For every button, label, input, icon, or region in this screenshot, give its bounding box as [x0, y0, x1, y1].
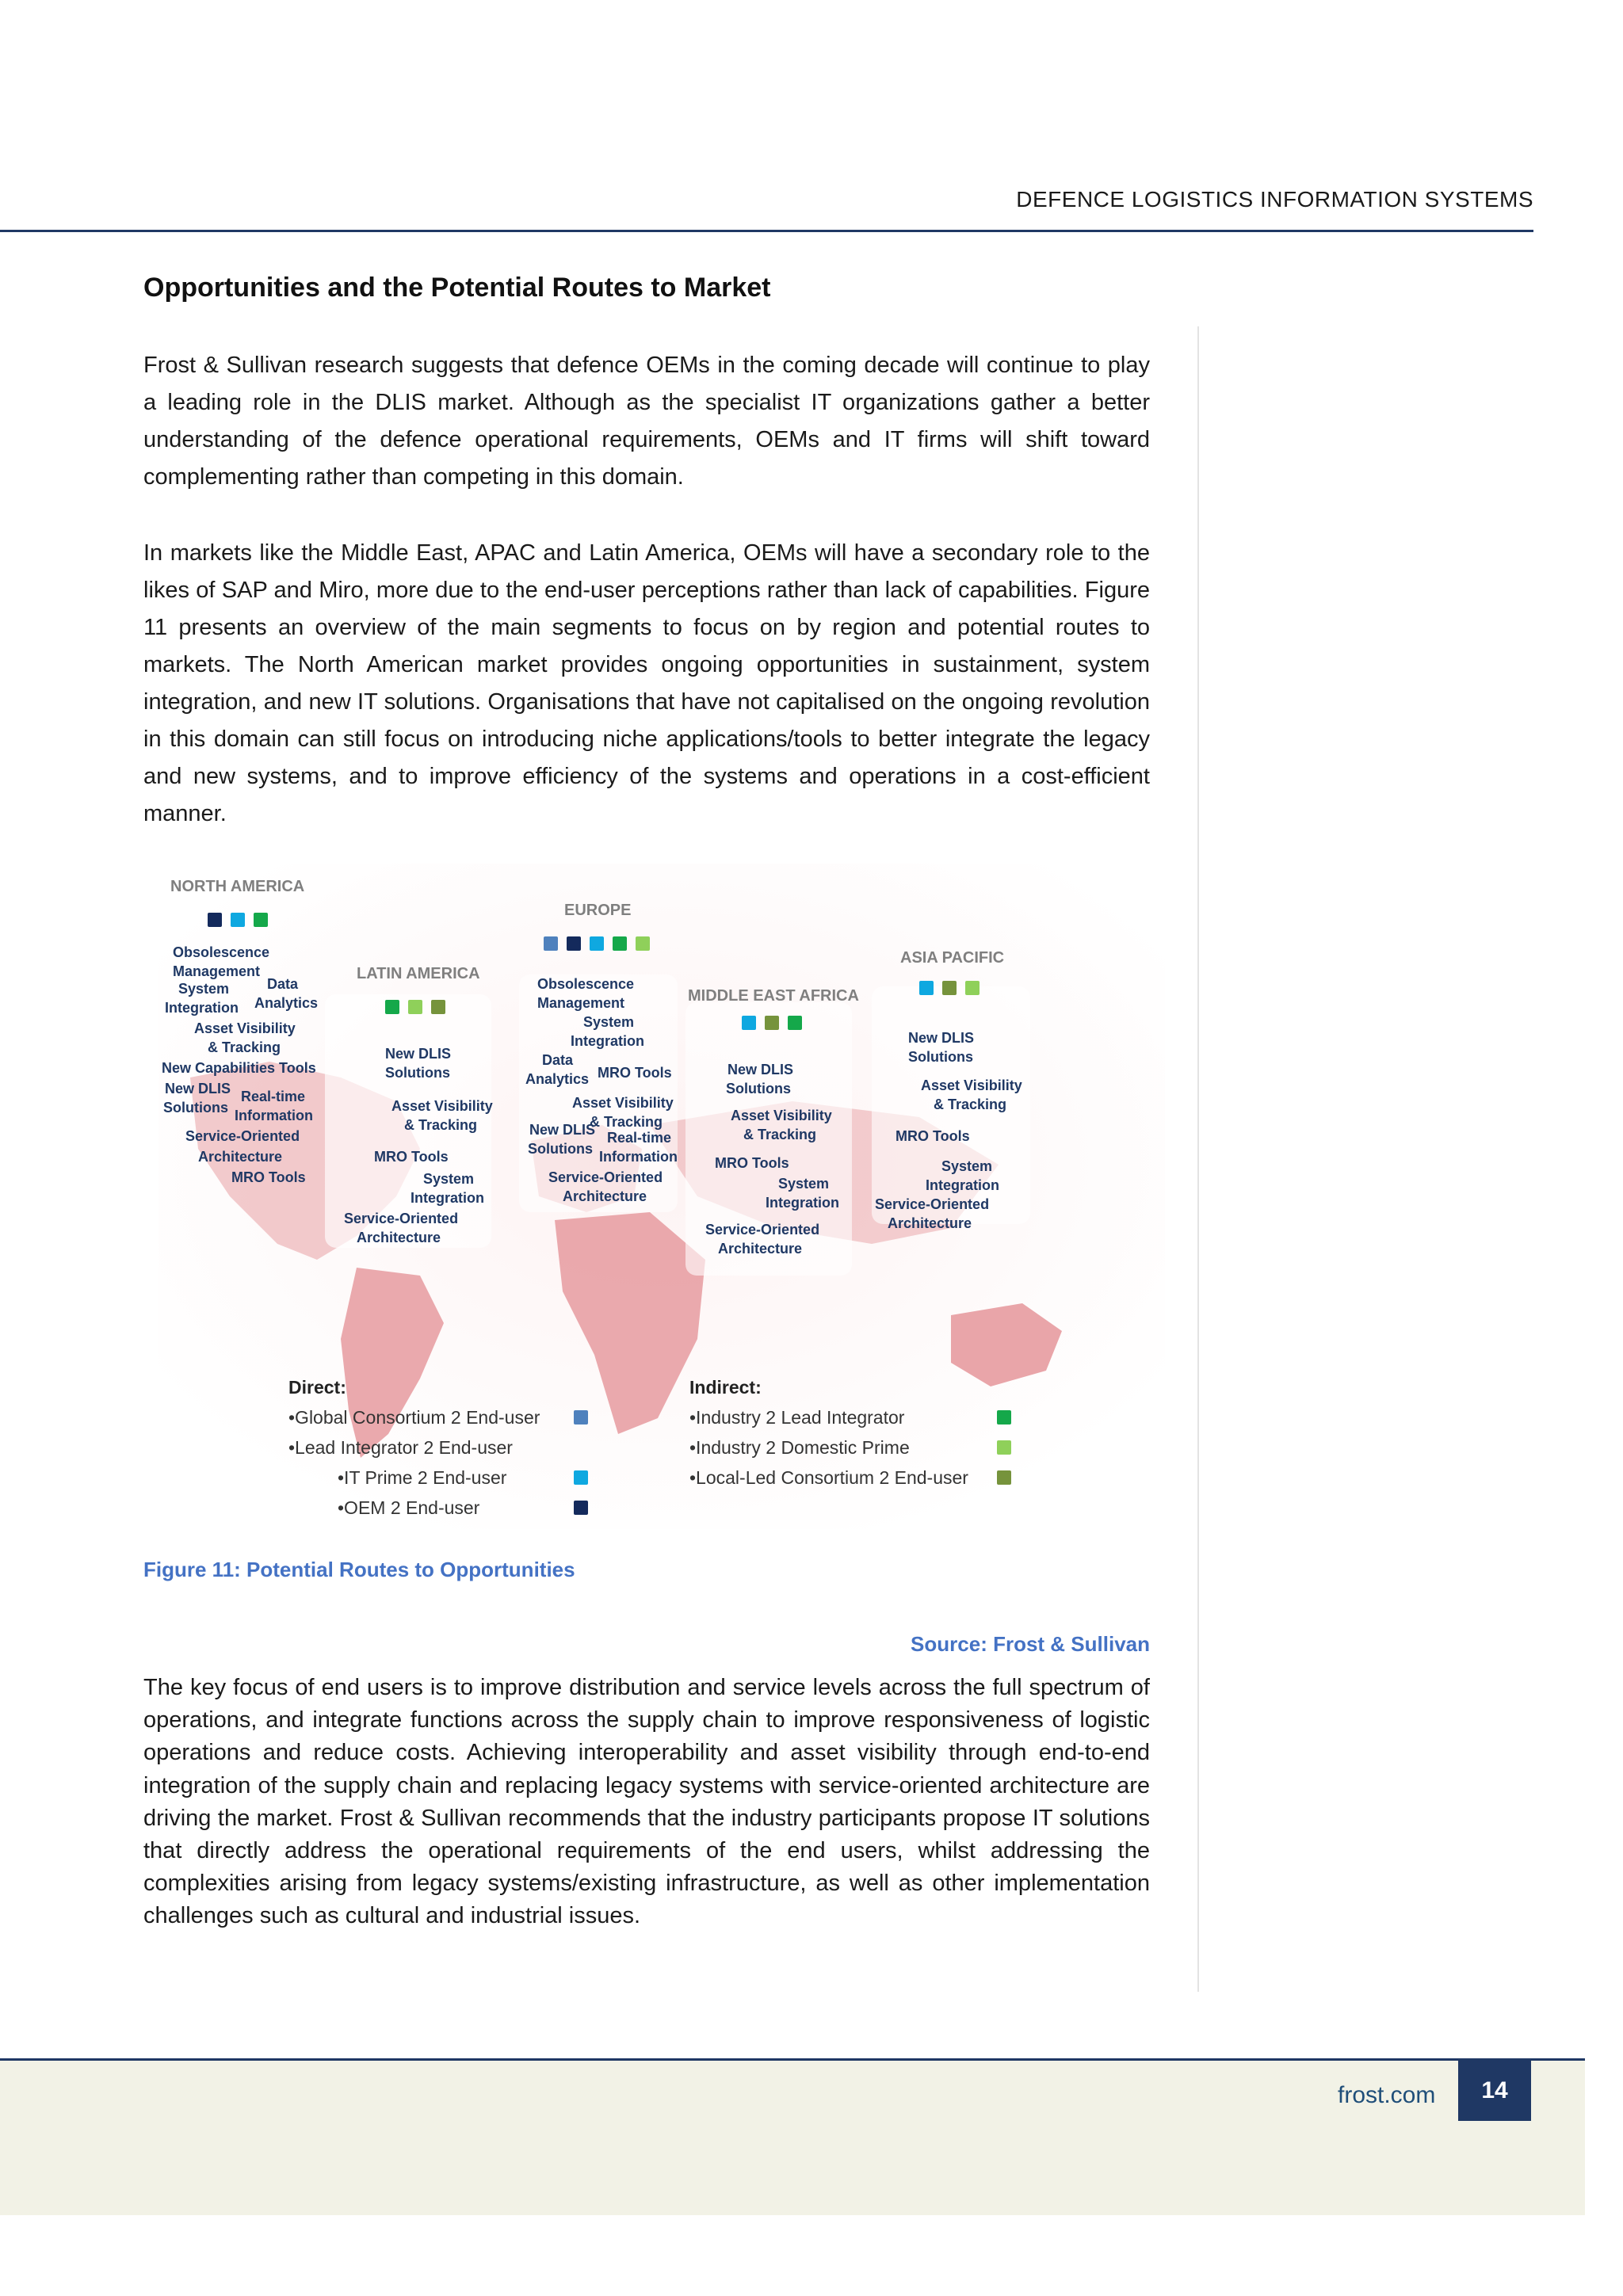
na-label: Solutions: [163, 1100, 228, 1116]
eu-square-global-consortium: [544, 936, 558, 951]
legend-square-local-led: [997, 1470, 1011, 1485]
ap-label: Service-Oriented: [875, 1196, 990, 1212]
eu-label: Solutions: [528, 1141, 593, 1157]
mea-square-industry-lead: [788, 1016, 802, 1030]
eu-label: Data: [542, 1052, 574, 1068]
mea-label: Service-Oriented: [705, 1222, 820, 1238]
legend-direct-item: •Lead Integrator 2 End-user: [288, 1437, 513, 1458]
na-square-industry-lead: [254, 913, 268, 927]
ap-label: Integration: [926, 1177, 999, 1193]
la-label: & Tracking: [404, 1117, 478, 1133]
eu-label: Information: [599, 1149, 678, 1165]
la-label: MRO Tools: [374, 1149, 449, 1165]
mea-label: & Tracking: [743, 1127, 817, 1142]
region-title-north-america: NORTH AMERICA: [170, 878, 305, 895]
legend-indirect-item: •Local-Led Consortium 2 End-user: [689, 1467, 968, 1488]
ap-label: MRO Tools: [896, 1128, 970, 1144]
la-label: New DLIS: [385, 1046, 452, 1062]
eu-label: Architecture: [563, 1188, 647, 1204]
na-label: New DLIS: [165, 1081, 231, 1097]
na-label: Obsolescence: [173, 944, 270, 960]
legend-indirect-heading: Indirect:: [689, 1377, 762, 1398]
la-label: Architecture: [357, 1230, 441, 1245]
ap-label: New DLIS: [908, 1030, 975, 1046]
mea-label: Integration: [766, 1195, 839, 1211]
na-label: Management: [173, 963, 261, 979]
eu-label: Management: [537, 995, 625, 1011]
section-heading: Opportunities and the Potential Routes to Market: [143, 273, 771, 303]
paragraph-1: Frost & Sullivan research suggests that defence OEMs in the coming decade will continue to play a leading role in the DLIS market. Although as the specialist IT organizations gather a better understanding of the defence operational requirements, OEMs and IT firms will shift toward complementing rather than competing in this domain.: [143, 353, 1150, 490]
running-header: DEFENCE LOGISTICS INFORMATION SYSTEMS: [1016, 187, 1533, 212]
footer-rule: [0, 2058, 1585, 2061]
na-label: System: [178, 981, 230, 997]
eu-label: & Tracking: [590, 1114, 663, 1130]
legend-square-global-consortium: [574, 1410, 588, 1425]
region-title-latin-america: LATIN AMERICA: [357, 965, 480, 982]
na-square-it-prime: [231, 913, 245, 927]
eu-label: Real-time: [607, 1130, 672, 1146]
eu-label: System: [583, 1014, 635, 1030]
eu-label: Obsolescence: [537, 976, 635, 992]
footer-site-link[interactable]: frost.com: [1338, 2082, 1436, 2108]
la-square-local-led: [431, 1000, 445, 1014]
paragraph-3: The key focus of end users is to improve distribution and service levels across the full spectrum of operations, and integrate functions across the supply chain to improve responsiveness of logistic operations and reduce costs. Achieving interoperability and asset visibility through end-to-end integration of the supply chain and replacing legacy systems with service-oriented architecture are driving the market. Frost & Sullivan recommends that the industry participants propose IT solutions that directly address the operational requirements of the end users, whilst addressing the complexities arising from legacy systems/existing infrastructure, as well as other implementation challenges such as cultural and industrial issues.: [143, 1675, 1150, 1929]
legend-indirect-item: •Industry 2 Domestic Prime: [689, 1437, 910, 1458]
la-label: Asset Visibility: [391, 1098, 493, 1114]
la-square-industry-domestic: [408, 1000, 422, 1014]
ap-label: Solutions: [908, 1049, 973, 1065]
legend-direct-item: •OEM 2 End-user: [338, 1497, 480, 1518]
mea-label: New DLIS: [727, 1062, 794, 1077]
eu-square-oem: [567, 936, 581, 951]
eu-label: Asset Visibility: [572, 1095, 674, 1111]
na-label: New Capabilities Tools: [162, 1060, 316, 1076]
mea-square-it-prime: [742, 1016, 756, 1030]
page-number: 14: [1458, 2061, 1531, 2121]
legend-square-industry-lead: [997, 1410, 1011, 1425]
eu-label: Service-Oriented: [548, 1169, 663, 1185]
na-label: & Tracking: [208, 1039, 281, 1055]
na-label: Information: [235, 1108, 313, 1123]
na-label: Architecture: [198, 1149, 283, 1165]
ap-label: System: [941, 1158, 993, 1174]
eu-square-it-prime: [590, 936, 604, 951]
mea-label: Architecture: [718, 1241, 803, 1257]
mea-label: MRO Tools: [715, 1155, 789, 1171]
ap-label: & Tracking: [934, 1097, 1007, 1112]
legend-indirect-item: •Industry 2 Lead Integrator: [689, 1407, 905, 1428]
eu-square-industry-domestic: [636, 936, 650, 951]
la-label: Integration: [411, 1190, 484, 1206]
na-label: Integration: [165, 1000, 239, 1016]
routes-figure: [158, 864, 1165, 1529]
region-title-asia-pacific: ASIA PACIFIC: [900, 949, 1005, 967]
ap-square-industry-domestic: [965, 981, 980, 995]
eu-label: Integration: [571, 1033, 644, 1049]
mea-label: Solutions: [726, 1081, 791, 1097]
mea-square-local-led: [765, 1016, 779, 1030]
mea-label: Asset Visibility: [731, 1108, 832, 1123]
eu-square-industry-lead: [613, 936, 627, 951]
side-rule: [1197, 326, 1199, 1992]
na-label: Data: [267, 976, 299, 992]
la-label: System: [423, 1171, 475, 1187]
world-map: [158, 864, 1165, 1529]
na-label: Real-time: [241, 1089, 306, 1104]
na-label: MRO Tools: [231, 1169, 306, 1185]
na-label: Service-Oriented: [185, 1128, 300, 1144]
eu-label: Analytics: [525, 1071, 590, 1087]
la-label: Solutions: [385, 1065, 450, 1081]
header-rule: [0, 230, 1533, 232]
legend-direct-item: •Global Consortium 2 End-user: [288, 1407, 540, 1428]
legend-direct-item: •IT Prime 2 End-user: [338, 1467, 507, 1488]
ap-label: Architecture: [888, 1215, 972, 1231]
ap-square-local-led: [942, 981, 957, 995]
legend-square-it-prime: [574, 1470, 588, 1485]
figure-source: Source: Frost & Sullivan: [911, 1632, 1150, 1656]
la-square-industry-lead: [385, 1000, 399, 1014]
ap-label: Asset Visibility: [921, 1077, 1022, 1093]
na-label: Asset Visibility: [194, 1020, 296, 1036]
figure-caption: Figure 11: Potential Routes to Opportunities: [143, 1558, 575, 1581]
ap-square-it-prime: [919, 981, 934, 995]
legend-square-oem: [574, 1501, 588, 1515]
na-label: Analytics: [254, 995, 319, 1011]
legend-square-industry-domestic: [997, 1440, 1011, 1455]
legend-direct-heading: Direct:: [288, 1377, 346, 1398]
mea-label: System: [778, 1176, 830, 1192]
region-title-middle-east-africa: MIDDLE EAST AFRICA: [688, 987, 859, 1005]
region-title-europe: EUROPE: [564, 902, 632, 919]
paragraph-2: In markets like the Middle East, APAC and Latin America, OEMs will have a secondary role to the likes of SAP and Miro, more due to the end-user perceptions rather than lack of capabilities. Figure 11 presents an overview of the main segments to focus on by region and potential routes to markets. The North American market provides ongoing opportunities in sustainment, system integration, and new IT solutions. Organisations that have not capitalised on the ongoing revolution in this domain can still focus on introducing niche applications/tools to better integrate the legacy and new systems, and to improve efficiency of the systems and operations in a cost-efficient manner.: [143, 540, 1150, 826]
eu-label: New DLIS: [529, 1122, 596, 1138]
na-square-oem: [208, 913, 222, 927]
la-label: Service-Oriented: [344, 1211, 459, 1226]
eu-label: MRO Tools: [598, 1065, 672, 1081]
